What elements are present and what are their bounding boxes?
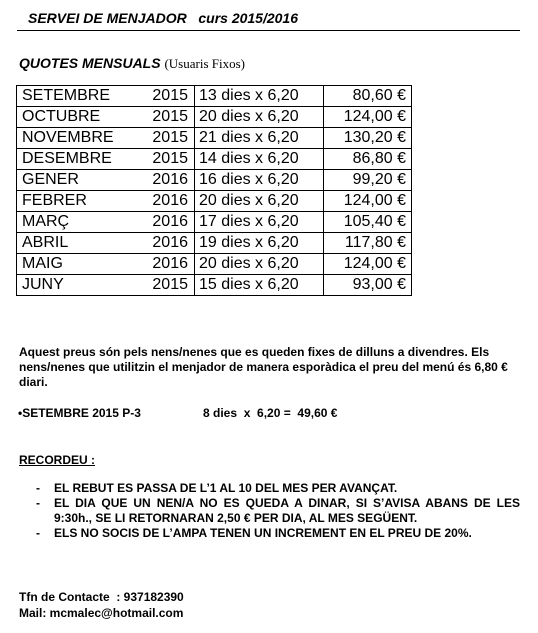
month-year: 2016 [152,171,188,188]
month-cell [17,275,195,296]
amount-cell: 124,00 € [324,191,412,212]
amount-cell: 130,20 € [324,128,412,149]
reminders-title: RECORDEU : [19,453,96,467]
table-row [17,128,412,149]
reminder-text: ELS NO SOCIS DE L’AMPA TENEN UN INCREMENT EN EL PREU DE 20%. [54,526,472,540]
amount-cell: 124,00 € [324,107,412,128]
contact-block [19,589,184,621]
amount-cell: 99,20 € [324,170,412,191]
list-item [36,496,520,526]
quotes-heading-main: QUOTES MENSUALS [19,55,161,71]
extra-fee-calc: 8 dies x 6,20 = 49,60 € [203,406,338,420]
month-year: 2015 [152,150,188,167]
contact-phone: Tfn de Contacte : 937182390 [19,590,184,604]
month-year: 2016 [152,234,188,251]
page-title: SERVEI DE MENJADOR curs 2015/2016 [28,10,299,26]
month-name: JUNY [22,276,64,293]
month-name: MAIG [22,255,63,272]
table-row [17,212,412,233]
reminder-text: EL DIA QUE UN NEN/A NO ES QUEDA A DINAR, SI S’AVISA ABANS DE LES 9:30h., SE LI RETORNARAN 2,50 € PER DIA, AL MES SEGÜENT. [54,496,520,525]
days-cell: 19 dies x 6,20 [195,233,324,254]
month-year: 2016 [152,255,188,272]
month-cell [17,233,195,254]
days-cell: 20 dies x 6,20 [195,107,324,128]
notice-paragraph: Aquest preus són pels nens/nenes que es queden fixes de dilluns a divendres. Els nens/nenes que utilitzin el menjador de manera esporàdica el preu del menú és 6,80 € diari. [19,345,508,389]
days-cell: 20 dies x 6,20 [195,191,324,212]
header-divider [17,30,520,31]
month-cell [17,107,195,128]
month-name: GENER [22,171,79,188]
month-name: NOVEMBRE [22,129,114,146]
days-cell: 16 dies x 6,20 [195,170,324,191]
month-name: SETEMBRE [22,87,111,104]
month-cell [17,86,195,107]
table-row [17,86,412,107]
month-cell [17,254,195,275]
bullet-glyph: • [18,406,23,420]
amount-cell: 86,80 € [324,149,412,170]
month-year: 2015 [152,129,188,146]
contact-mail: Mail: mcmalec@hotmail.com [19,606,184,620]
table-row [17,254,412,275]
extra-fee-line [18,406,338,420]
month-cell [17,170,195,191]
amount-cell: 80,60 € [324,86,412,107]
month-cell [17,128,195,149]
month-cell [17,191,195,212]
table-row [17,107,412,128]
month-year: 2015 [152,108,188,125]
month-year: 2016 [152,192,188,209]
month-name: FEBRER [22,192,87,209]
reminder-text: EL REBUT ES PASSA DE L’1 AL 10 DEL MES PER AVANÇAT. [54,481,398,495]
table-row [17,170,412,191]
amount-cell: 93,00 € [324,275,412,296]
table-row [17,149,412,170]
reminders-list [36,481,520,541]
dash-glyph: - [36,496,40,510]
days-cell: 20 dies x 6,20 [195,254,324,275]
month-name: ABRIL [22,234,69,251]
days-cell: 17 dies x 6,20 [195,212,324,233]
table-row [17,275,412,296]
list-item [36,481,520,496]
days-cell: 15 dies x 6,20 [195,275,324,296]
quotes-heading [19,55,245,72]
dash-glyph: - [36,481,40,495]
month-year: 2015 [152,276,188,293]
monthly-fees-table [16,85,412,296]
month-name: OCTUBRE [22,108,101,125]
month-cell [17,149,195,170]
list-item [36,526,520,541]
amount-cell: 105,40 € [324,212,412,233]
month-name: MARÇ [22,213,70,230]
quotes-heading-sub: (Usuaris Fixos) [164,56,245,71]
table-row [17,233,412,254]
days-cell: 14 dies x 6,20 [195,149,324,170]
dash-glyph: - [36,526,40,540]
month-year: 2015 [152,87,188,104]
days-cell: 21 dies x 6,20 [195,128,324,149]
month-name: DESEMBRE [22,150,112,167]
extra-fee-label: SETEMBRE 2015 P-3 [22,406,141,420]
month-year: 2016 [152,213,188,230]
amount-cell: 124,00 € [324,254,412,275]
table-row [17,191,412,212]
days-cell: 13 dies x 6,20 [195,86,324,107]
amount-cell: 117,80 € [324,233,412,254]
month-cell [17,212,195,233]
